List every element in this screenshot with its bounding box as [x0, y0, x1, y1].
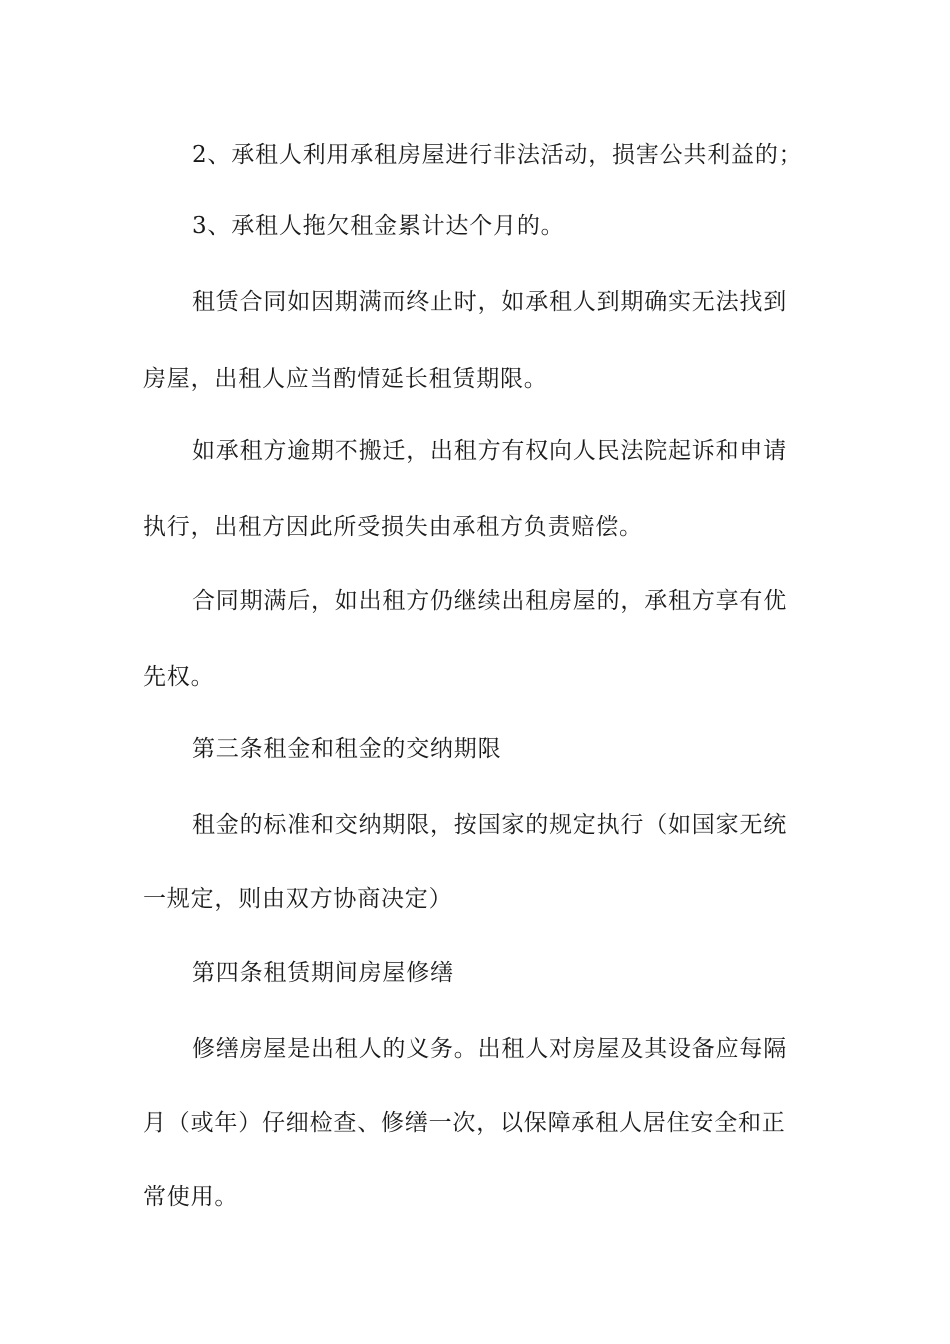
section-heading-4: 第四条租赁期间房屋修缮 [192, 960, 454, 986]
text-line-2: 3、承租人拖欠租金累计达个月的。 [192, 213, 565, 239]
text-line-3: 租赁合同如因期满而终止时，如承租人到期确实无法找到 [192, 289, 787, 315]
text-line-15: 常使用。 [143, 1184, 239, 1210]
text-line-8: 先权。 [143, 664, 215, 690]
text-line-6: 执行，出租方因此所受损失由承租方负责赔偿。 [143, 514, 643, 540]
text-line-11: 一规定，则由双方协商决定） [143, 886, 453, 912]
text-line-13: 修缮房屋是出租人的义务。出租人对房屋及其设备应每隔 [192, 1036, 787, 1062]
text-line-1: 2、承租人利用承租房屋进行非法活动，损害公共利益的； [192, 142, 803, 168]
text-line-5: 如承租方逾期不搬迁，出租方有权向人民法院起诉和申请 [192, 438, 787, 464]
text-line-10: 租金的标准和交纳期限，按国家的规定执行（如国家无统 [192, 812, 787, 838]
section-heading-3: 第三条租金和租金的交纳期限 [192, 736, 502, 762]
text-line-4: 房屋，出租人应当酌情延长租赁期限。 [143, 366, 548, 392]
text-line-7: 合同期满后，如出租方仍继续出租房屋的，承租方享有优 [192, 588, 787, 614]
text-line-14: 月（或年）仔细检查、修缮一次，以保障承租人居住安全和正 [143, 1110, 786, 1136]
